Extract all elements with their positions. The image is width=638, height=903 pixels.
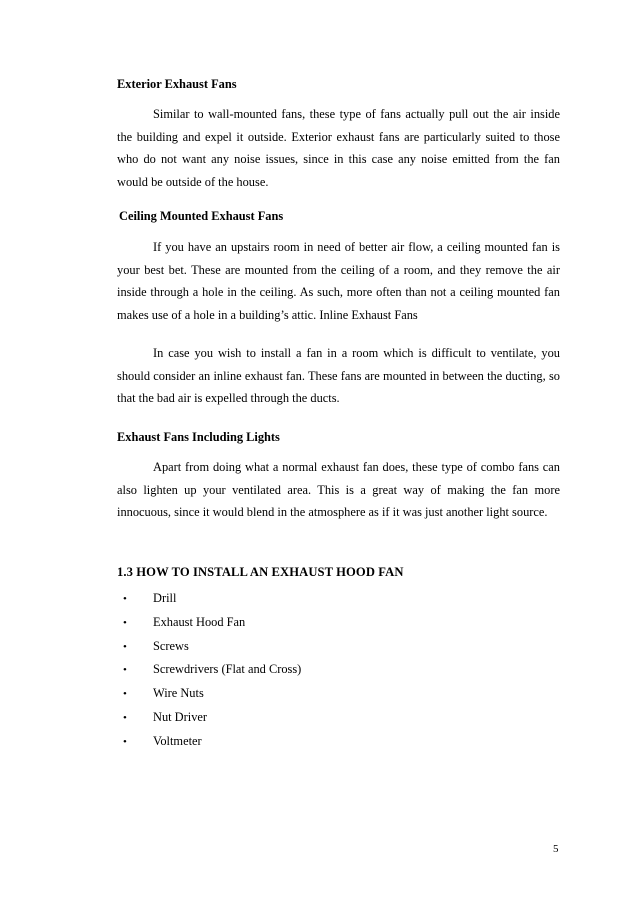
section-paragraph-exterior-exhaust-fans [117,103,560,193]
list-item [123,661,301,685]
list-item-label: Voltmeter [153,733,202,748]
section-paragraph-inline-exhaust-fans [117,342,560,410]
list-item-label: Drill [153,591,177,605]
list-item-label: Exhaust Hood Fan [153,614,246,629]
list-item-label: Wire Nuts [153,686,204,701]
section-paragraph-exhaust-fans-including-lights [117,456,560,524]
list-item [123,685,301,709]
paragraph-text: In case you wish to install a fan in a room which is difficult to ventilate, you should consider an inline exhaust fan. These fans are mounted in between the ducting, so that the bad air is expelled through the ducts. [117,346,560,405]
bullet-icon: • [123,688,127,701]
list-item [123,709,301,733]
bullet-icon: • [123,616,127,629]
bullet-icon: • [123,735,127,748]
list-item-label: Screwdrivers (Flat and Cross) [153,662,302,677]
list-item-label: Nut Driver [153,709,208,724]
paragraph-text: Apart from doing what a normal exhaust fan does, these type of combo fans can also lighten up your ventilated area. This is a great way of making the fan more innocuous, since it would blend in the atmosphere as if it was just another light source. [117,460,560,519]
list-item [123,733,301,757]
section-heading-exhaust-fans-including-lights: Exhaust Fans Including Lights [117,430,280,444]
bullet-icon: • [123,593,127,605]
paragraph-text: If you have an upstairs room in need of better air flow, a ceiling mounted fan is your best bet. These are mounted from the ceiling of a room, and they remove the air inside through a hole in the ceiling. As such, more often than not a ceiling mounted fan makes use of a hole in a building’s attic. Inline Exhaust Fans [117,240,560,322]
list-item [123,638,301,662]
section-heading-ceiling-mounted-exhaust-fans: Ceiling Mounted Exhaust Fans [119,209,284,223]
list-item [123,590,301,614]
bullet-icon: • [123,711,127,724]
paragraph-text: Similar to wall-mounted fans, these type of fans actually pull out the air inside the building and expel it outside. Exterior exhaust fans are particularly suited to those who do not want any noise issues, since in this case any noise emitted from the fan would be outside of the house. [117,107,560,189]
bullet-icon: • [123,664,127,677]
section-heading-exterior-exhaust-fans: Exterior Exhaust Fans [117,77,237,91]
page-number: 5 [553,843,559,855]
bullet-icon: • [123,640,127,653]
section-paragraph-ceiling-mounted-exhaust-fans [117,236,560,326]
tools-bullet-list [123,590,301,757]
list-item-label: Screws [153,638,189,653]
list-item [123,614,301,638]
section-title-install-exhaust-hood-fan: 1.3 HOW TO INSTALL AN EXHAUST HOOD FAN [117,565,404,579]
